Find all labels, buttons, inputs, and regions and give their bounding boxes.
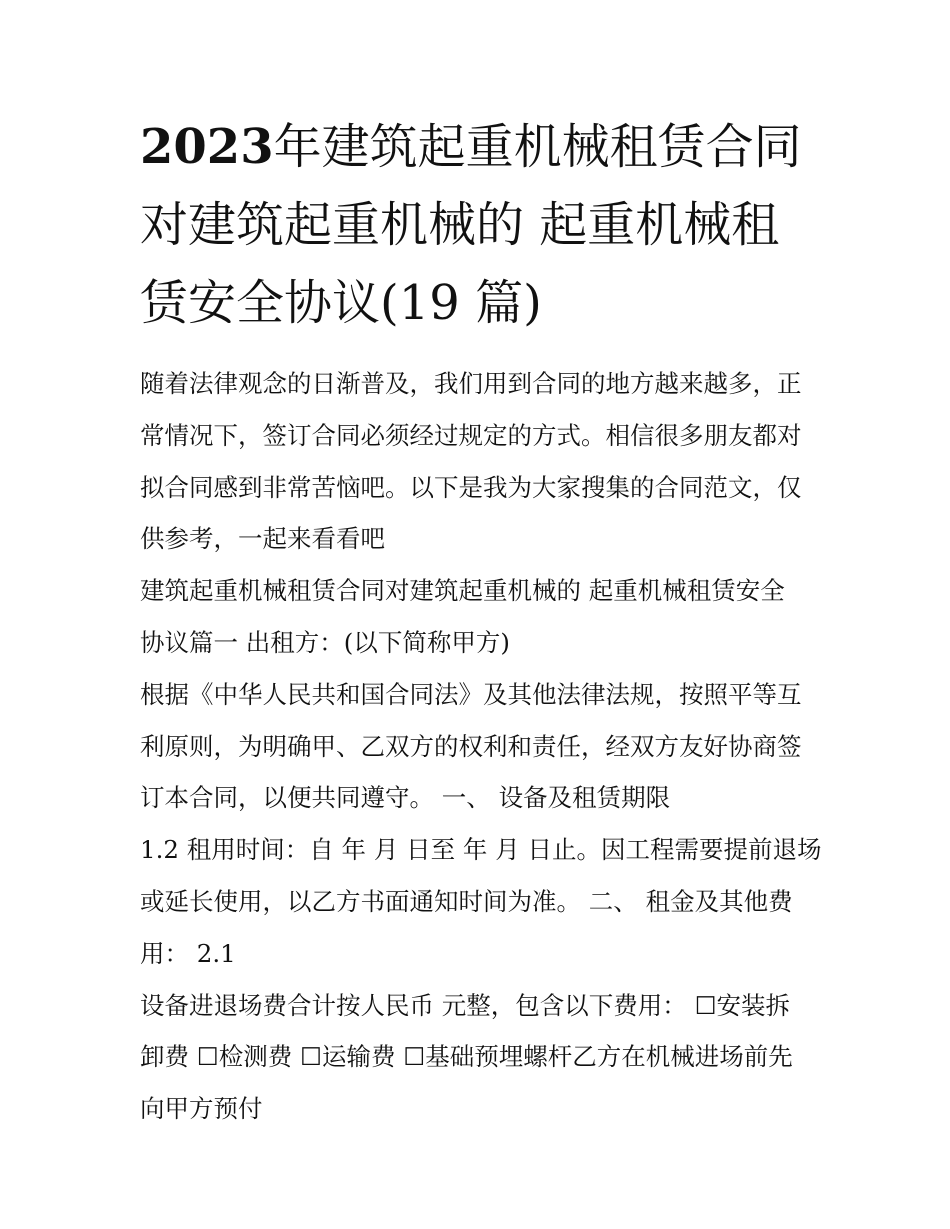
body-line: 常情况下，签订合同必须经过规定的方式。相信很多朋友都对	[140, 420, 802, 450]
title-line-1-text: 年建筑起重机械租赁合同	[273, 119, 802, 175]
body-line: 建筑起重机械租赁合同对建筑起重机械的 起重机械租赁安全	[140, 576, 785, 606]
title-line-1	[140, 108, 820, 186]
title-line-3: 赁安全协议(19 篇)	[140, 275, 542, 331]
document-title	[140, 108, 820, 342]
body-line: 供参考，一起来看看吧	[140, 524, 385, 554]
body-line: 1.2 租用时间：自 年 月 日至 年 月 日止。因工程需要提前退场	[140, 835, 822, 865]
body-line: 卸费 ☐检测费 ☐运输费 ☐基础预埋螺杆乙方在机械进场前先	[140, 1042, 793, 1072]
body-line: 协议篇一 出租方：(以下简称甲方)	[140, 627, 510, 657]
body-line: 利原则，为明确甲、乙双方的权利和责任，经双方友好协商签	[140, 731, 802, 761]
body-line: 根据《中华人民共和国合同法》及其他法律法规，按照平等互	[140, 679, 802, 709]
title-line-2: 对建筑起重机械的 起重机械租	[140, 197, 780, 253]
document-body	[140, 358, 820, 1135]
title-year: 2023	[140, 119, 274, 175]
body-line: 用： 2.1	[140, 938, 236, 968]
body-line: 设备进退场费合计按人民币 元整，包含以下费用： ☐安装拆	[140, 990, 791, 1020]
body-line: 向甲方预付	[140, 1094, 263, 1124]
body-line: 随着法律观念的日渐普及，我们用到合同的地方越来越多，正	[140, 369, 802, 398]
body-line: 订本合同，以便共同遵守。 一、 设备及租赁期限	[140, 783, 671, 813]
body-line: 拟合同感到非常苦恼吧。以下是我为大家搜集的合同范文，仅	[140, 472, 802, 502]
body-line: 或延长使用，以乙方书面通知时间为准。 二、 租金及其他费	[140, 886, 793, 916]
